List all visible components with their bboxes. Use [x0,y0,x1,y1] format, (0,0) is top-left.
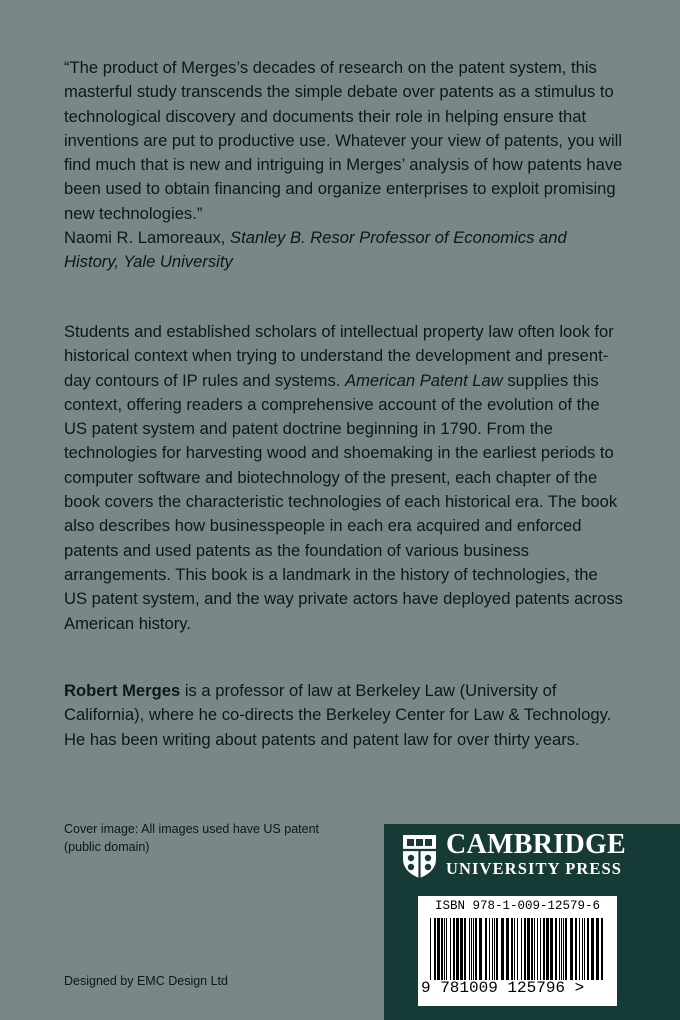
barcode-bar [587,918,589,980]
barcode-bar [531,918,533,980]
ean-digits: 9 781009 125796 > [421,979,585,997]
barcode-bar [479,918,482,980]
barcode-bar [521,918,522,980]
barcode-bar [543,918,545,980]
publisher-subtitle: UNIVERSITY PRESS [446,859,623,878]
barcode [418,896,617,1006]
barcode-bar [546,918,549,980]
barcode-bar [579,918,580,980]
endorsement-quote [64,56,624,275]
barcode-bar [524,918,526,980]
barcode-bar [460,918,463,980]
barcode-bar [489,918,490,980]
barcode-bar [473,918,474,980]
publisher-block [384,824,680,1020]
barcode-bar [501,918,504,980]
barcode-bar [464,918,466,980]
quote-text: “The product of Merges’s decades of research on the patent system, this masterful study transcends the simple debate over patents as a stimulus to technological discovery and documents their role in helping ensure that inventions are put to productive use. Whatever your view of patents, you will find much that is new and intriguing in Merges’ analysis of how patents have been used to obtain financing and organize enterprises to exploit promising new technologies.” [64,58,623,223]
author-name: Robert Merges [64,681,181,700]
barcode-bar [494,918,495,980]
barcode-bar [434,918,436,980]
barcode-bars [430,918,606,980]
barcode-bar [559,918,560,980]
barcode-bar [444,918,445,980]
barcode-bar [485,918,487,980]
barcode-bar [437,918,440,980]
author-bio-text: is a professor of law at Berkeley Law (University of California), where he co-directs the Berkeley Center for Law & Technology. He has been writing about patents and patent law for over thirty years. [64,681,612,749]
publisher-name: CAMBRIDGE [446,829,627,860]
barcode-bar [441,918,443,980]
barcode-bar [596,918,599,980]
barcode-bar [550,918,553,980]
designer-credit: Designed by EMC Design Ltd [64,974,228,988]
barcode-bar [446,918,447,980]
barcode-bar [534,918,535,980]
barcode-bar [453,918,455,980]
barcode-bar [565,918,567,980]
barcode-bar [506,918,509,980]
quote-author: Naomi R. Lamoreaux, [64,228,226,248]
barcode-bar [514,918,515,980]
barcode-bar [584,918,585,980]
book-description [64,320,624,636]
barcode-bar [475,918,477,980]
barcode-bar [582,918,583,980]
book-title: American Patent Law [345,370,503,390]
barcode-bar [469,918,470,980]
barcode-bar [563,918,564,980]
quote-attribution [64,226,624,275]
barcode-bar [471,918,472,980]
barcode-bar [456,918,459,980]
barcode-bar [561,918,562,980]
barcode-bar [517,918,518,980]
cambridge-crest-icon [401,833,438,879]
author-bio [64,679,624,752]
barcode-bar [555,918,557,980]
barcode-bar [601,918,603,980]
barcode-bar [450,918,451,980]
barcode-bar [496,918,498,980]
barcode-bar [537,918,538,980]
barcode-bar [570,918,573,980]
barcode-bar [430,918,431,980]
barcode-bar [540,918,541,980]
description-part-1: Students and established scholars of intellectual property law often look for historical context when trying to understand the development and present-day contours of IP rules and systems. [64,322,614,390]
barcode-bar [575,918,577,980]
isbn-label: ISBN 978-1-009-12579-6 [434,899,601,913]
description-part-2: supplies this context, offering readers a comprehensive account of the evolution of the US patent system and patent doctrine beginning in 1790. From the technologies for harvesting wood and shoemaking in the earliest periods to computer software and biotechnology of the present, each chapter of the book covers the characteristic technologies of each historical era. The book also describes how businesspeople in each era acquired and enforced patents and used patents as the foundation of various business arrangements. This book is a landmark in the history of technologies, the US patent system, and the way private actors have deployed patents across American history. [64,370,623,633]
quote-author-title: Stanley B. Resor Professor of Economics and History, Yale University [64,228,567,272]
barcode-bar [511,918,513,980]
barcode-bar [492,918,493,980]
cover-image-credit: Cover image: All images used have US patent (public domain) [64,822,319,854]
barcode-bar [527,918,530,980]
barcode-bar [591,918,594,980]
